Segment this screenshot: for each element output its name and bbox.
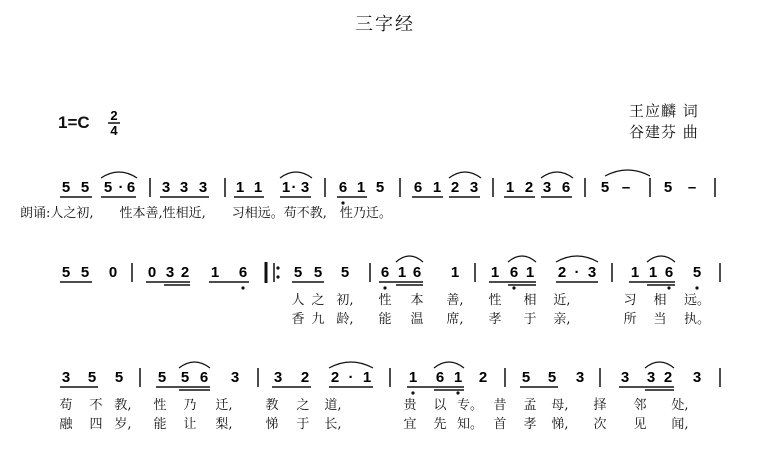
row2-note: 5 bbox=[293, 264, 303, 281]
marks-layer bbox=[60, 170, 720, 395]
row3-lyric-verse1: 母, bbox=[551, 398, 569, 413]
row2-note: 6 bbox=[412, 264, 422, 281]
row3-lyric-verse2: 让 bbox=[183, 417, 197, 432]
row3-lyric-verse2: 宜 bbox=[403, 417, 417, 432]
row1-note: 3 bbox=[198, 179, 208, 196]
row1-note: 3 bbox=[179, 179, 189, 196]
octave-dot bbox=[241, 286, 244, 289]
row1-note: 1 bbox=[281, 179, 291, 196]
row2-lyric-verse1: 近, bbox=[553, 293, 571, 308]
row2-note: 1 bbox=[397, 264, 407, 281]
row1-note: 3 bbox=[161, 179, 171, 196]
row2-lyric-verse2: 执。 bbox=[683, 312, 711, 327]
key-label: 1=C bbox=[58, 113, 90, 132]
row3-lyric-verse2: 次 bbox=[593, 417, 607, 432]
row3-lyric-verse1: 之 bbox=[296, 398, 310, 413]
slur bbox=[396, 256, 423, 262]
row1-note: 3 bbox=[542, 179, 552, 196]
row2-note: 2 bbox=[180, 264, 190, 281]
row1-note: · bbox=[118, 179, 124, 196]
row3-note: 5 bbox=[180, 369, 190, 386]
row2-lyric-verse1: 相 bbox=[523, 293, 537, 308]
row3-lyric-verse1: 道, bbox=[324, 398, 342, 413]
composer-credit: 谷建芬 曲 bbox=[629, 123, 699, 141]
row2-lyric-verse2: 亲, bbox=[553, 312, 571, 327]
row1-note: 2 bbox=[524, 179, 534, 196]
row2-lyric-verse1: 善, bbox=[446, 293, 464, 308]
row3-lyric-verse2: 悌, bbox=[551, 417, 569, 432]
slur bbox=[280, 172, 312, 178]
row1-note: 6 bbox=[126, 179, 136, 196]
row2-note: 0 bbox=[147, 264, 157, 281]
row3-note: 5 bbox=[114, 369, 124, 386]
row3-note: 3 bbox=[61, 369, 71, 386]
row3-note: 2 bbox=[300, 369, 310, 386]
row2-lyric-verse1: 之 bbox=[311, 293, 325, 308]
slur bbox=[449, 172, 481, 178]
row3-lyric-verse1: 教 bbox=[265, 398, 279, 413]
row2-lyric-verse2: 九 bbox=[311, 312, 325, 327]
row2-lyric-verse1: 习 bbox=[623, 293, 637, 308]
row3-lyric-verse2: 长, bbox=[324, 417, 342, 432]
row2-note: 1 bbox=[450, 264, 460, 281]
row1-note: 1 bbox=[432, 179, 442, 196]
row3-lyric-verse1: 性 bbox=[153, 398, 167, 413]
row2-lyric-verse1: 性 bbox=[378, 293, 392, 308]
song-title: 三字经 bbox=[355, 14, 415, 35]
row3-lyric-verse2: 孝 bbox=[523, 417, 537, 432]
row3-note: 1 bbox=[453, 369, 463, 386]
row3-note: 3 bbox=[230, 369, 240, 386]
octave-dot bbox=[456, 391, 459, 394]
row2-note: 6 bbox=[664, 264, 674, 281]
slur bbox=[556, 256, 598, 262]
row3-lyric-verse1: 昔 bbox=[493, 398, 507, 413]
row3-note: 6 bbox=[435, 369, 445, 386]
time-numerator: 2 bbox=[110, 108, 118, 123]
row3-lyric-verse2: 岁, bbox=[114, 417, 132, 432]
row2-lyric-verse1: 相 bbox=[653, 293, 667, 308]
row2-lyric-verse2: 当 bbox=[653, 312, 667, 327]
slur bbox=[605, 170, 650, 176]
row3-lyric-verse1: 苟 bbox=[59, 398, 73, 413]
octave-dot bbox=[341, 201, 344, 204]
slur bbox=[645, 362, 674, 368]
octave-dot bbox=[276, 275, 279, 278]
slur bbox=[508, 256, 536, 262]
row1-note: 3 bbox=[469, 179, 479, 196]
row3-note: 3 bbox=[273, 369, 283, 386]
row1-note: 1 bbox=[505, 179, 515, 196]
row2-lyric-verse1: 本 bbox=[410, 293, 424, 308]
row3-note: 2 bbox=[478, 369, 488, 386]
row3-note: 3 bbox=[646, 369, 656, 386]
row2-note: 1 bbox=[210, 264, 220, 281]
row2-note: 1 bbox=[525, 264, 535, 281]
slur bbox=[541, 172, 573, 178]
row3-lyric-verse1: 孟 bbox=[523, 398, 537, 413]
row3-lyric-verse2: 于 bbox=[296, 417, 310, 432]
row3-lyric-verse1: 教, bbox=[114, 398, 132, 413]
row3-lyric-verse1: 不 bbox=[89, 398, 103, 413]
row2-note: 5 bbox=[61, 264, 71, 281]
lyricist-credit: 王应麟 词 bbox=[629, 102, 699, 120]
octave-dot bbox=[695, 286, 698, 289]
row1-note: 5 bbox=[61, 179, 71, 196]
row3-lyric-verse2: 见 bbox=[633, 417, 647, 432]
row2-note: 5 bbox=[340, 264, 350, 281]
row3-note: 1 bbox=[408, 369, 418, 386]
octave-dot bbox=[276, 266, 279, 269]
row2-lyric-verse2: 温 bbox=[410, 312, 424, 327]
row2-lyric-verse2: 香 bbox=[291, 312, 305, 327]
row3-note: 5 bbox=[87, 369, 97, 386]
row2-note: 1 bbox=[648, 264, 658, 281]
slur bbox=[101, 172, 137, 178]
row3-note: 5 bbox=[521, 369, 531, 386]
row1-note: 2 bbox=[450, 179, 460, 196]
row2-lyric-verse1: 人 bbox=[291, 293, 305, 308]
row1-note: 6 bbox=[338, 179, 348, 196]
octave-dot bbox=[411, 391, 414, 394]
octave-dot bbox=[383, 286, 386, 289]
row3-lyric-verse1: 专。 bbox=[456, 398, 484, 413]
row3-lyric-verse2: 梨, bbox=[215, 417, 233, 432]
row2-lyric-verse1: 性 bbox=[488, 293, 502, 308]
row3-note: 3 bbox=[692, 369, 702, 386]
row1-note: 5 bbox=[663, 179, 673, 196]
row2-note: 1 bbox=[630, 264, 640, 281]
row2-note: 6 bbox=[380, 264, 390, 281]
row2-lyric-verse2: 席, bbox=[446, 312, 464, 327]
row2-lyric-verse2: 龄, bbox=[336, 312, 354, 327]
row2-lyric-verse2: 所 bbox=[623, 312, 637, 327]
row3-lyric-verse1: 邻 bbox=[633, 398, 647, 413]
row1-note: 5 bbox=[103, 179, 113, 196]
row3-lyric-verse2: 闻, bbox=[671, 417, 689, 432]
row3-lyric-verse1: 以 bbox=[433, 398, 447, 413]
slur bbox=[179, 362, 210, 368]
row2-note: 0 bbox=[108, 264, 118, 281]
row2-note: 2 bbox=[557, 264, 567, 281]
row2-note: 6 bbox=[509, 264, 519, 281]
row3-lyric-verse1: 迁, bbox=[215, 398, 233, 413]
row1-note: 5 bbox=[600, 179, 610, 196]
row3-note: 5 bbox=[547, 369, 557, 386]
row1-note: 1 bbox=[253, 179, 263, 196]
lyrics-layer bbox=[20, 205, 710, 432]
row2-lyric-verse2: 于 bbox=[523, 312, 537, 327]
row2-note: 6 bbox=[238, 264, 248, 281]
row3-lyric-verse2: 首 bbox=[493, 417, 507, 432]
row2-note: 5 bbox=[692, 264, 702, 281]
row3-lyric-verse2: 融 bbox=[59, 417, 73, 432]
row3-note: 3 bbox=[575, 369, 585, 386]
row2-note: 1 bbox=[490, 264, 500, 281]
time-denominator: 4 bbox=[110, 123, 118, 138]
row2-note: 3 bbox=[587, 264, 597, 281]
row3-note: 3 bbox=[620, 369, 630, 386]
row3-lyric-verse2: 知。 bbox=[456, 417, 484, 432]
row1-note: 5 bbox=[375, 179, 385, 196]
slur bbox=[434, 362, 464, 368]
row2-lyric-verse1: 初, bbox=[336, 293, 354, 308]
row3-note: 5 bbox=[157, 369, 167, 386]
row1-note: 3 bbox=[300, 179, 310, 196]
row2-lyric-verse1: 远。 bbox=[683, 293, 711, 308]
row3-note: 1 bbox=[362, 369, 372, 386]
row2-note: 5 bbox=[80, 264, 90, 281]
row1-note: 5 bbox=[80, 179, 90, 196]
row1-note: 1 bbox=[235, 179, 245, 196]
row3-note: 2 bbox=[330, 369, 340, 386]
row2-note: 5 bbox=[313, 264, 323, 281]
slur bbox=[647, 256, 675, 262]
row3-lyric-verse2: 四 bbox=[89, 417, 103, 432]
row1-note: · bbox=[291, 179, 297, 196]
row3-lyric-verse2: 先 bbox=[433, 417, 447, 432]
row1-note: 6 bbox=[561, 179, 571, 196]
row3-note: 2 bbox=[663, 369, 673, 386]
octave-dot bbox=[512, 286, 515, 289]
row1-lyrics: 朗诵:人之初, 性本善,性相近, 习相远。苟不教, 性乃迁。 bbox=[20, 206, 392, 221]
row3-lyric-verse1: 处, bbox=[671, 398, 689, 413]
row3-lyric-verse1: 乃 bbox=[183, 398, 197, 413]
row1-note: 6 bbox=[413, 179, 423, 196]
octave-dot bbox=[667, 286, 670, 289]
row2-lyric-verse2: 孝 bbox=[488, 312, 502, 327]
row2-lyric-verse2: 能 bbox=[378, 312, 392, 327]
row3-lyric-verse1: 贵 bbox=[403, 398, 417, 413]
row3-note: 6 bbox=[199, 369, 209, 386]
row3-lyric-verse2: 能 bbox=[153, 417, 167, 432]
row3-lyric-verse1: 择 bbox=[593, 398, 607, 413]
row1-note: – bbox=[621, 179, 631, 196]
row3-note: · bbox=[348, 369, 354, 386]
row1-note: 1 bbox=[356, 179, 366, 196]
row3-lyric-verse2: 悌 bbox=[265, 417, 279, 432]
row2-note: 3 bbox=[165, 264, 175, 281]
row1-note: – bbox=[687, 179, 697, 196]
row2-note: · bbox=[574, 264, 580, 281]
slur bbox=[329, 362, 373, 368]
